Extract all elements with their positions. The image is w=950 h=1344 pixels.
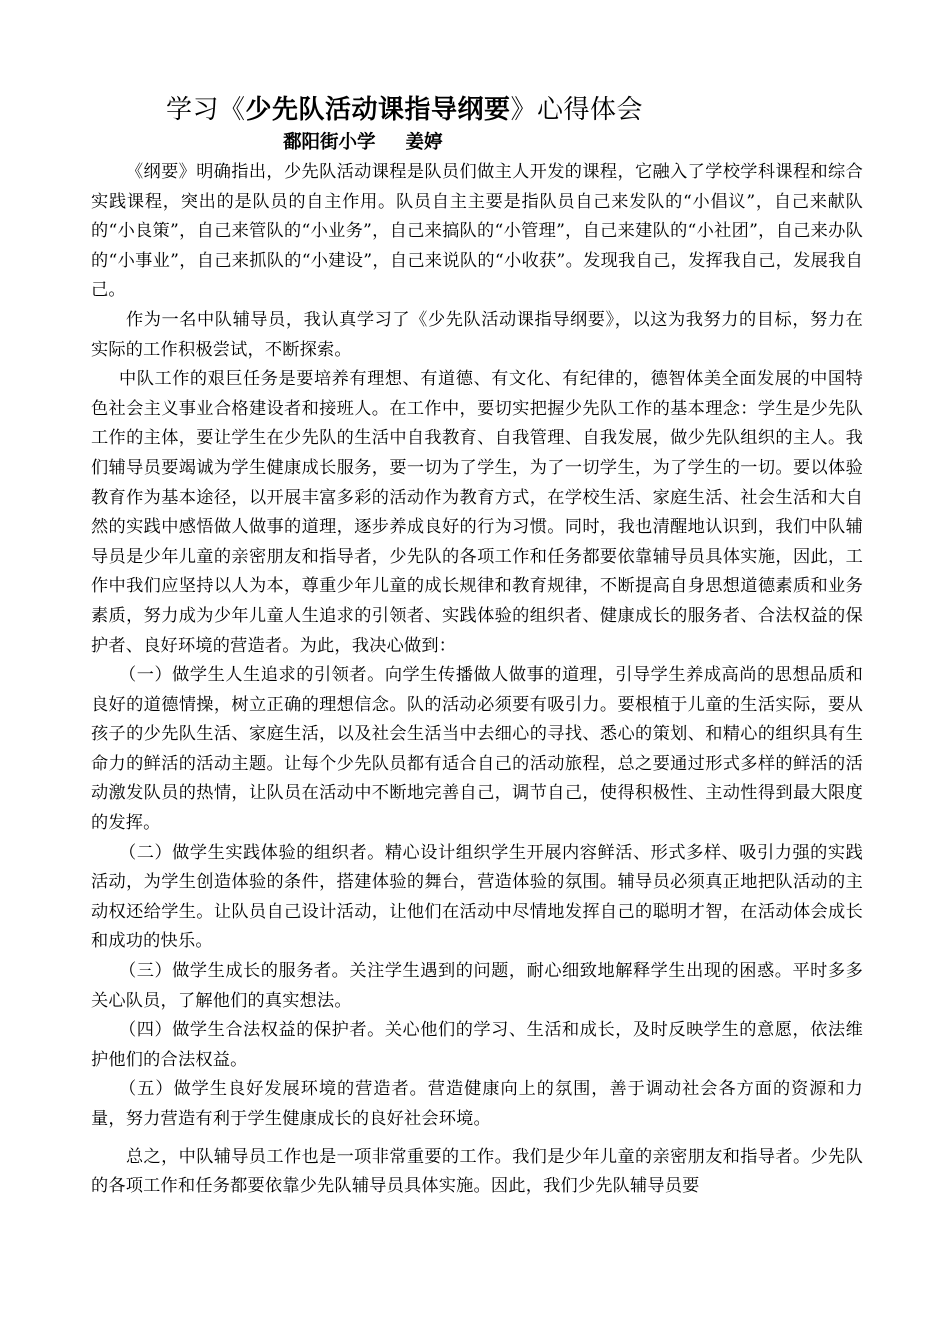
paragraph-conclusion: 总之，中队辅导员工作也是一项非常重要的工作。我们是少年儿童的亲密朋友和指导者。少先队的各项工作和任务都要依靠少先队辅导员具体实施。因此，我们少先队辅导员要	[91, 1146, 863, 1197]
school-name: 鄱阳街小学	[283, 132, 376, 153]
paragraph-task: 中队工作的艰巨任务是要培养有理想、有道德、有文化、有纪律的，德智体美全面发展的中国特色社会主义事业合格建设者和接班人。在工作中，要切实把握少先队工作的基本理念：学生是少先队工作的主体，要让学生在少先队的生活中自我教育、自我管理、自我发展，做少先队组织的主人。我们辅导员要竭诚为学生健康成长服务，要一切为了学生，为了一切学生，为了学生的一切。要以体验教育作为基本途径，以开展丰富多彩的活动作为教育方式，在学校生活、家庭生活、社会生活和大自然的实践中感悟做人做事的道理，逐步养成良好的行为习惯。同时，我也清醒地认识到，我们中队辅导员是少年儿童的亲密朋友和指导者，少先队的各项工作和任务都要依靠辅导员具体实施，因此，工作中我们应坚持以人为本，尊重少年儿童的成长规律和教育规律，不断提高自身思想道德素质和业务素质，努力成为少年儿童人生追求的引领者、实践体验的组织者、健康成长的服务者、合法权益的保护者、良好环境的营造者。为此，我决心做到：	[91, 369, 863, 656]
title-suffix: 》心得体会	[510, 95, 644, 125]
paragraph-point-2: （二）做学生实践体验的组织者。精心设计组织学生开展内容鲜活、形式多样、吸引力强的实践活动，为学生创造体验的条件，搭建体验的舞台，营造体验的氛围。辅导员必须真正地把队活动的主动权还给学生。让队员自己设计活动，让他们在活动中尽情地发挥自己的聪明才智，在活动体会成长和成功的快乐。	[91, 842, 863, 952]
title-bold-text: 少先队活动课指导纲要	[245, 95, 511, 125]
document-body	[91, 158, 863, 1202]
document-title	[166, 93, 643, 127]
author-name: 姜婷	[405, 132, 443, 153]
paragraph-point-3: （三）做学生成长的服务者。关注学生遇到的问题，耐心细致地解释学生出现的困惑。平时多多关心队员，了解他们的真实想法。	[91, 961, 863, 1011]
paragraph-point-1: （一）做学生人生追求的引领者。向学生传播做人做事的道理，引导学生养成高尚的思想品质和良好的道德情操，树立正确的理想信念。队的活动必须要有吸引力。要根植于儿童的生活实际，要从孩子的少先队生活、家庭生活，以及社会生活当中去细心的寻找、悉心的策划、和精心的组织具有生命力的鲜活的活动主题。让每个少先队员都有适合自己的活动旅程，总之要通过形式多样的鲜活的活动激发队员的热情，让队员在活动中不断地完善自己，调节自己，使得积极性、主动性得到最大限度的发挥。	[91, 665, 863, 834]
paragraph-role: 作为一名中队辅导员，我认真学习了《少先队活动课指导纲要》，以这为我努力的目标，努力在实际的工作积极尝试，不断探索。	[91, 309, 863, 360]
paragraph-intro: 《纲要》明确指出，少先队活动课程是队员们做主人开发的课程，它融入了学校学科课程和综合实践课程，突出的是队员的自主作用。队员自主主要是指队员自己来发队的“小倡议”，自己来献队的“小良策”，自己来管队的“小业务”，自己来搞队的“小管理”，自己来建队的“小社团”，自己来办队的“小事业”，自己来抓队的“小建设”，自己来说队的“小收获”。发现我自己，发挥我自己，发展我自己。	[91, 162, 863, 301]
paragraph-point-4: （四）做学生合法权益的保护者。关心他们的学习、生活和成长，及时反映学生的意愿，依法维护他们的合法权益。	[91, 1020, 863, 1070]
paragraph-point-5: （五）做学生良好发展环境的营造者。营造健康向上的氛围，善于调动社会各方面的资源和力量，努力营造有利于学生健康成长的良好社会环境。	[91, 1079, 863, 1129]
title-prefix: 学习《	[166, 95, 246, 125]
author-byline	[283, 130, 443, 156]
